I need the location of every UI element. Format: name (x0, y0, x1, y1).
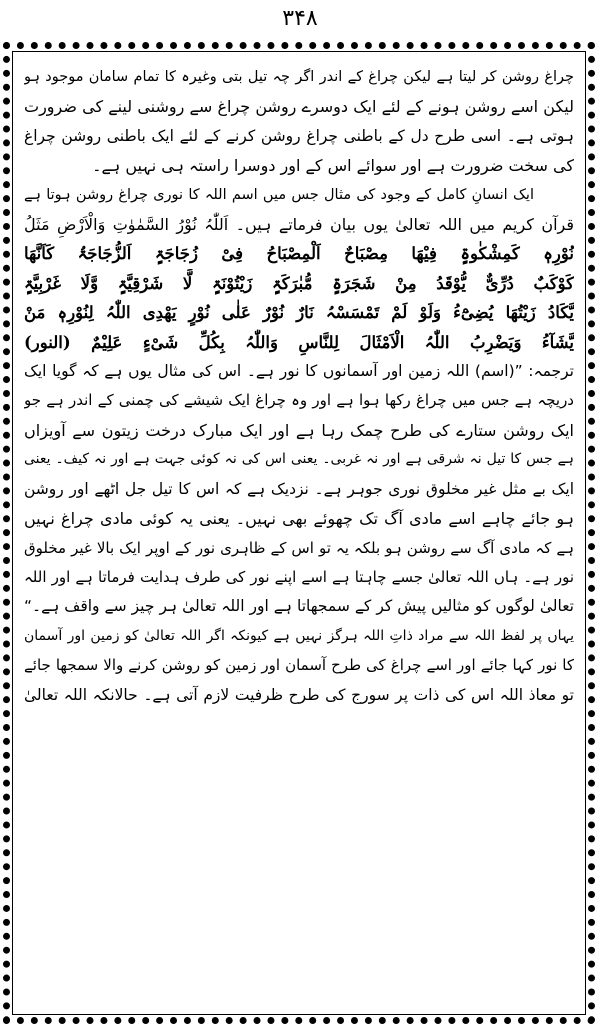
text-line: کا نور کہا جائے اور اسے چراغ کی طرح آسمان اور زمین کو روشن کرنے والا سمجھا جائے (24, 656, 574, 675)
text-line: ایک انسانِ کامل کے وجود کی مثال جس میں اسم اللہ کا نوری چراغ روشن ہوتا ہے (24, 186, 534, 203)
text-line: کی سخت ضرورت ہے اور سوائے اس کے اور دوسرا راستہ ہی نہیں ہے۔ (92, 156, 574, 176)
text-line: نُوْرِہٖ کَمِشْکٰوۃٍ فِیْھَا مِصْبَاحٌ اَلْمِصْبَاحُ فِیْ زُجَاجَۃٍ اَلزُّجَاجَۃُ کَاَنَّھَا (24, 244, 574, 264)
text-line: چراغ روشن کر لیتا ہے لیکن چراغ کے اندر اگر چہ تیل بتی وغیرہ کا تمام سامان موجود ہو (24, 69, 574, 85)
text-line: نور ہے۔ ہاں اللہ تعالیٰ جسے چاہتا ہے اسے اپنے نور کی طرف ہدایت فرماتا ہے اور اللہ (24, 567, 574, 586)
page-border (3, 42, 595, 1024)
text-line: ایک روشن ستارے کی طرح چمک رہا ہے اور ایک مبارک درخت زیتون سے آویزاں (24, 420, 574, 440)
text-line: ہے جس کا تیل نہ شرقی ہے اور نہ غربی۔ یعنی اس کی نہ کوئی جہت ہے اور نہ کیف۔ یعنی (24, 451, 574, 468)
text-line: قرآن کریم میں اللہ تعالیٰ یوں بیان فرماتے ہیں۔ اَللّٰہُ نُوْرُ السَّمٰوٰتِ وَالْاَرْضِ مَثَلُ (24, 215, 574, 235)
text-line: ترجمہ: ”(اسم) اللہ زمین اور آسمانوں کا نور ہے۔ اس کی مثال یوں ہے کہ گویا ایک (24, 362, 574, 381)
page-number: ۳۴۸ (282, 6, 318, 31)
text-line: ہوتی ہے۔ اسی طرح دل کے باطنی چراغ روشن کرنے کے لئے ایک باطنی روشن چراغ (24, 126, 574, 145)
text-line: تو معاذ اللہ اس کی ذات پر سورج کی طرح ظرفیت لازم آتی ہے۔ حالانکہ اللہ تعالیٰ (24, 685, 574, 704)
text-line: یہاں پر لفظ اللہ سے مراد ذاتِ اللہ ہرگز نہیں ہے کیونکہ اگر اللہ تعالیٰ کو زمین اور آسمان (24, 627, 574, 644)
text-line: ایک بے مثل غیر مخلوق نوری جوہر ہے۔ نزدیک ہے کہ اس کا تیل جل اٹھے اور روشن (24, 479, 574, 498)
text-line: یَّشَآءُ وَیَضْرِبُ اللّٰہُ الْاَمْثَالَ لِلنَّاسِ وَاللّٰہُ بِکُلِّ شَیْءٍ عَلِیْمٌ (النور) (24, 332, 574, 352)
text-line: تعالیٰ لوگوں کو مثالیں پیش کر کے سمجھاتا ہے اور اللہ تعالیٰ ہر چیز سے واقف ہے۔“ (24, 597, 574, 616)
text-line: کَوْکَبٌ دُرِّیٌّ یُّوْقَدُ مِنْ شَجَرَۃٍ مُّبٰرَکَۃٍ زَیْتُوْنَۃٍ لَّا شَرْقِیَّۃٍ وَّلَا غَرْبِیَّۃٍ (24, 273, 574, 293)
text-line: ہے کہ مادی آگ سے روشن ہو بلکہ یہ تو اس کے ظاہری نور کے اوپر ایک بالا غیر مخلوق (24, 538, 574, 557)
body-text (24, 63, 574, 1009)
text-line: یَّکَادُ زَیْتُھَا یُضِیْٓءُ وَلَوْ لَمْ تَمْسَسْہُ نَارٌ نُوْرٌ عَلٰی نُوْرٍ یَھْدِی اللّٰہُ لِنُوْرِہٖ مَنْ (24, 303, 574, 323)
text-line: دریچہ ہے جس میں چراغ رکھا ہوا ہے اور وہ چراغ ایک شیشے کی چمنی کے اندر ہے جو (24, 391, 574, 410)
text-line: لیکن اسے روشن ہونے کے لئے ایک دوسرے روشن چراغ سے روشنی لینے کی ضرورت (24, 97, 574, 117)
text-line: ہو جائے چاہے اسے مادی آگ تک چھوئے بھی نہیں۔ یعنی یہ کوئی مادی چراغ نہیں (24, 509, 574, 529)
